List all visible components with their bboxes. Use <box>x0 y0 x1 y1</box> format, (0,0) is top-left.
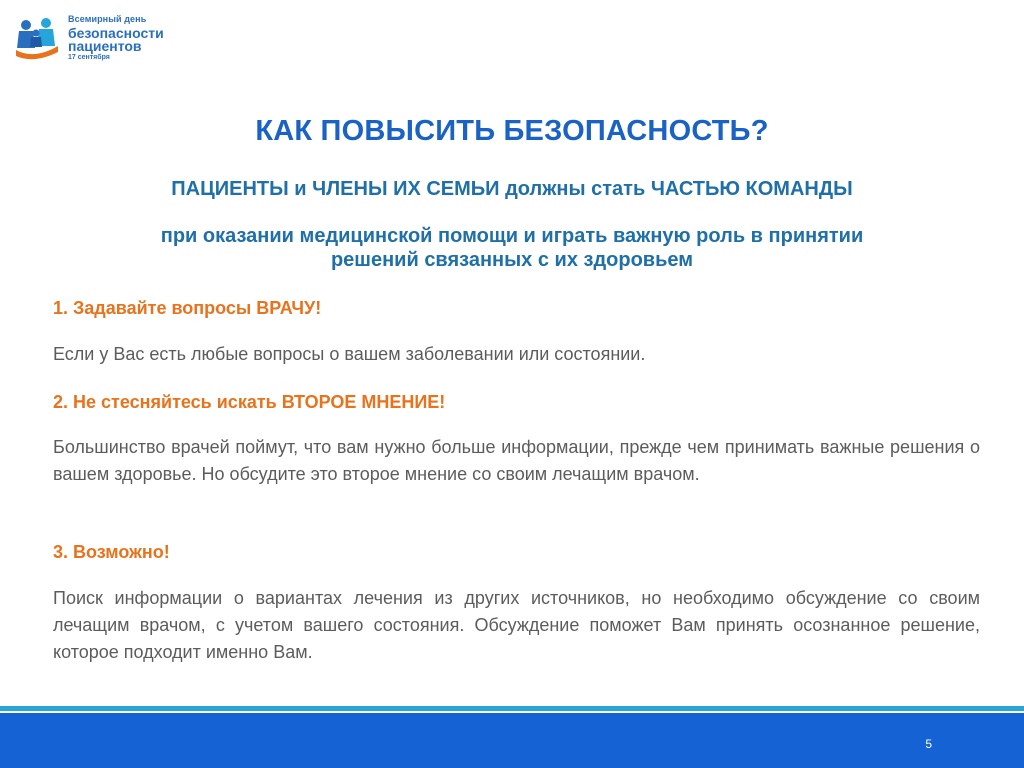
slide-title: КАК ПОВЫСИТЬ БЕЗОПАСНОСТЬ? <box>255 115 769 147</box>
section-text-3: Поиск информации о вариантах лечения из других источников, но необходимо обсуждение со своим лечащим врачом, с учетом вашего состояния. Обсуждение поможет Вам принять осознанное решение, которое подходит именно Вам. <box>53 588 980 662</box>
section-heading-3: 3. Возможно! <box>53 542 170 562</box>
subtitle-role-line-1: при оказании медицинской помощи и играть важную роль в принятии <box>160 225 864 247</box>
section-text-2: Большинство врачей поймут, что вам нужно больше информации, прежде чем принимать важные решения о вашем здоровье. Но обсудите это второе мнение со своим лечащим врачом. <box>53 437 980 484</box>
logo-line-3: пациентов <box>68 38 142 54</box>
footer-bar <box>0 713 1024 768</box>
logo-line-4: 17 сентября <box>68 54 110 61</box>
section-heading-1: 1. Задавайте вопросы ВРАЧУ! <box>53 298 322 318</box>
event-logo <box>14 12 184 62</box>
logo-line-2: безопасности <box>68 25 164 41</box>
people-icon <box>14 16 60 60</box>
section-heading-2: 2. Не стесняйтесь искать ВТОРОЕ МНЕНИЕ! <box>53 392 446 412</box>
logo-line-1: Всемирный день <box>68 14 147 24</box>
subtitle-role-line-2: решений связанных с их здоровьем <box>330 249 694 271</box>
section-text-1: Если у Вас есть любые вопросы о вашем заболевании или состоянии. <box>53 344 646 364</box>
subtitle-role <box>40 224 984 272</box>
logo-text <box>68 15 164 61</box>
subtitle-team: ПАЦИЕНТЫ и ЧЛЕНЫ ИХ СЕМЬИ должны стать ЧАСТЬЮ КОМАНДЫ <box>171 178 853 200</box>
footer-divider <box>0 706 1024 711</box>
page-number: 5 <box>925 737 932 751</box>
